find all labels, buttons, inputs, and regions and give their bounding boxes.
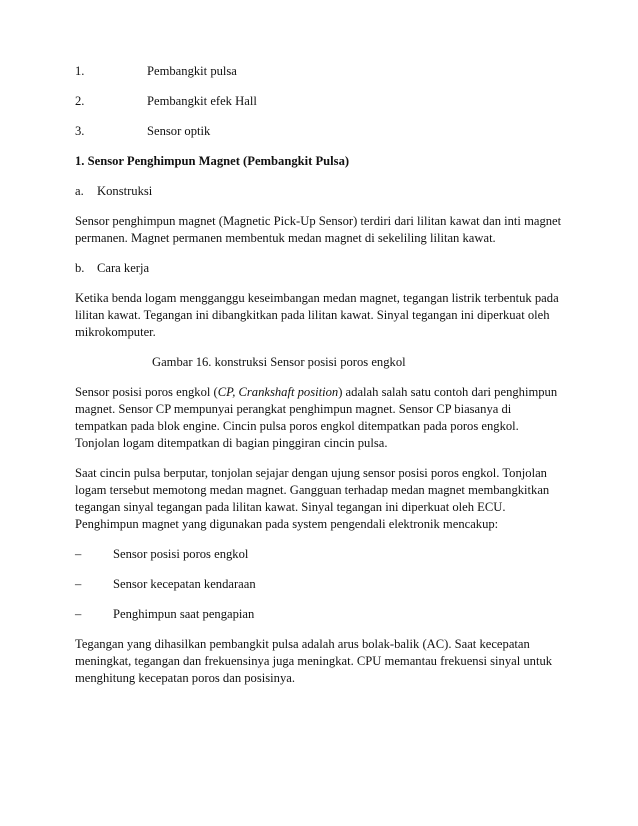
text-line: tegangan sinyal tegangan pada lilitan kawat. Sinyal tegangan ini diperkuat oleh ECU.	[75, 500, 506, 514]
bullet-item	[75, 546, 576, 563]
bullet-item	[75, 606, 576, 623]
list-item	[75, 93, 576, 110]
list-label: Sensor optik	[147, 124, 211, 138]
paragraph-sensor-cp	[75, 384, 576, 452]
text-line: Ketika benda logam mengganggu keseimbangan medan magnet, tegangan listrik terbentuk pada	[75, 291, 559, 305]
list-label: Pembangkit efek Hall	[147, 94, 257, 108]
list-label: Pembangkit pulsa	[147, 64, 237, 78]
text-line: permanen. Magnet permanen membentuk medan magnet di sekeliling lilitan kawat.	[75, 231, 496, 245]
text-line: Tonjolan logam ditempatkan di bagian pinggiran cincin pulsa.	[75, 436, 388, 450]
bullet-dash: –	[75, 547, 82, 561]
text-line: Saat cincin pulsa berputar, tonjolan sejajar dengan ujung sensor posisi poros engkol. Tonjolan	[75, 466, 547, 480]
text-line: magnet. Sensor CP mempunyai perangkat penghimpun magnet. Sensor CP biasanya di	[75, 402, 512, 416]
subsection-b	[75, 260, 576, 277]
list-item	[75, 63, 576, 80]
text-line: Tegangan yang dihasilkan pembangkit pulsa adalah arus bolak-balik (AC). Saat kecepatan	[75, 637, 530, 651]
text-line: tempatkan pada blok engine. Cincin pulsa poros engkol ditempatkan pada poros engkol.	[75, 419, 519, 433]
text-line: logam tersebut memotong medan magnet. Gangguan terhadap medan magnet membangkitkan	[75, 483, 550, 497]
paragraph-konstruksi	[75, 213, 576, 247]
bullet-dash: –	[75, 577, 82, 591]
text-line: lilitan kawat. Tegangan ini dibangkitkan pada lilitan kawat. Sinyal tegangan ini diperkuat oleh	[75, 308, 550, 322]
subsection-label: Cara kerja	[97, 261, 150, 275]
figure-caption: Gambar 16. konstruksi Sensor posisi poros engkol	[152, 355, 406, 369]
bullet-label: Sensor posisi poros engkol	[113, 547, 249, 561]
subsection-label: Konstruksi	[97, 184, 153, 198]
text-line: Penghimpun magnet yang digunakan pada system pengendali elektronik mencakup:	[75, 517, 499, 531]
section-heading: 1. Sensor Penghimpun Magnet (Pembangkit Pulsa)	[75, 154, 350, 168]
text-line: meningkat, tegangan dan frekuensinya juga meningkat. CPU memantau frekuensi sinyal untuk	[75, 654, 553, 668]
paragraph-tegangan	[75, 636, 576, 687]
bullet-dash: –	[75, 607, 82, 621]
bullet-label: Penghimpun saat pengapian	[113, 607, 255, 621]
emphasis-text: CP, Crankshaft position	[217, 385, 339, 399]
list-item	[75, 123, 576, 140]
list-number: 2.	[75, 94, 85, 108]
paragraph-cincin-pulsa	[75, 465, 576, 533]
paragraph-cara-kerja	[75, 290, 576, 341]
list-number: 3.	[75, 124, 85, 138]
bullet-label: Sensor kecepatan kendaraan	[113, 577, 256, 591]
text-run: ) adalah salah satu contoh dari penghimpun	[338, 385, 558, 399]
bullet-item	[75, 576, 576, 593]
list-number: 1.	[75, 64, 85, 78]
text-line: Sensor penghimpun magnet (Magnetic Pick-Up Sensor) terdiri dari lilitan kawat dan inti magnet	[75, 214, 562, 228]
text-run: Sensor posisi poros engkol (	[75, 385, 218, 399]
text-line: mikrokomputer.	[75, 325, 156, 339]
subsection-letter: b.	[75, 261, 85, 275]
subsection-letter: a.	[75, 184, 84, 198]
subsection-a	[75, 183, 576, 200]
text-line: menghitung kecepatan poros dan posisinya.	[75, 671, 295, 685]
